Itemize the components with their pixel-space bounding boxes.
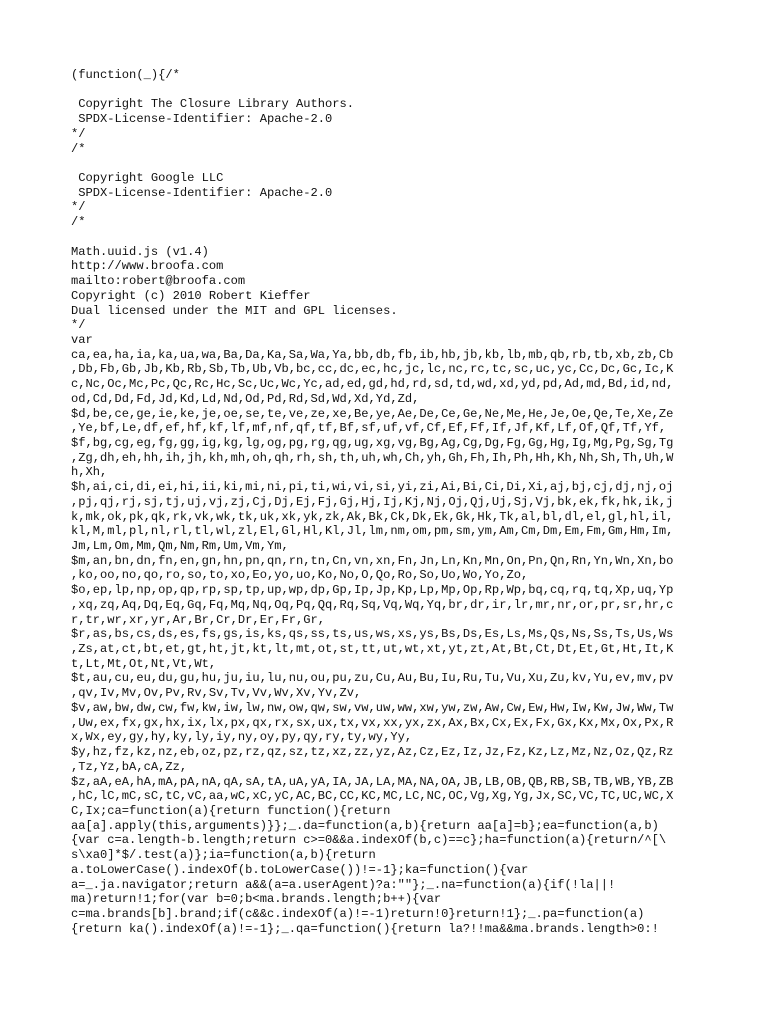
code-line: h,Xh, [71, 465, 108, 480]
code-line: Copyright (c) 2010 Robert Kieffer [71, 288, 311, 303]
code-line: r,tr,wr,xr,yr,Ar,Br,Cr,Dr,Er,Fr,Gr, [71, 612, 326, 627]
code-line: ca,ea,ha,ia,ka,ua,wa,Ba,Da,Ka,Sa,Wa,Ya,bb,db,fb,ib,hb,jb,kb,lb,mb,qb,rb,tb,xb,zb,Cb [71, 347, 674, 362]
code-line: s\xa0]*$/.test(a)};ia=function(a,b){return [71, 848, 376, 863]
code-line: Dual licensed under the MIT and GPL licenses. [71, 303, 398, 318]
code-line: /* [71, 215, 86, 230]
code-line: ,xq,zq,Aq,Dq,Eq,Gq,Fq,Mq,Nq,Oq,Pq,Qq,Rq,Sq,Vq,Wq,Yq,br,dr,ir,lr,mr,nr,or,pr,sr,hr,c [71, 597, 674, 612]
code-line: ,Zg,dh,eh,hh,ih,jh,kh,mh,oh,qh,rh,sh,th,uh,wh,Ch,yh,Gh,Fh,Ih,Ph,Hh,Kh,Nh,Sh,Th,Uh,W [71, 450, 674, 465]
code-line: Copyright Google LLC [71, 171, 224, 186]
code-line: $t,au,cu,eu,du,gu,hu,ju,iu,lu,nu,ou,pu,zu,Cu,Au,Bu,Iu,Ru,Tu,Vu,Xu,Zu,kv,Yu,ev,mv,pv [71, 671, 674, 686]
code-line: SPDX-License-Identifier: Apache-2.0 [71, 185, 333, 200]
code-line: {return ka().indexOf(a)!=-1};_.qa=function(){return la?!!ma&&ma.brands.length>0:! [71, 921, 659, 936]
code-line: $y,hz,fz,kz,nz,eb,oz,pz,rz,qz,sz,tz,xz,zz,yz,Az,Cz,Ez,Iz,Jz,Fz,Kz,Lz,Mz,Nz,Oz,Qz,Rz [71, 745, 674, 760]
code-line: od,Cd,Dd,Fd,Jd,Kd,Ld,Nd,Od,Pd,Rd,Sd,Wd,Xd,Yd,Zd, [71, 391, 420, 406]
code-line: $h,ai,ci,di,ei,hi,ii,ki,mi,ni,pi,ti,wi,vi,si,yi,zi,Ai,Bi,Ci,Di,Xi,aj,bj,cj,dj,nj,oj [71, 480, 674, 495]
code-line: t,Lt,Mt,Ot,Nt,Vt,Wt, [71, 656, 217, 671]
code-line: a=_.ja.navigator;return a&&(a=a.userAgent)?a:""};_.na=function(a){if(!la||! [71, 877, 616, 892]
code-line: var [71, 332, 93, 347]
code-line: ,ko,oo,no,qo,ro,so,to,xo,Eo,yo,uo,Ko,No,O,Qo,Ro,So,Uo,Wo,Yo,Zo, [71, 568, 529, 583]
code-listing [71, 68, 701, 936]
code-line: Jm,Lm,Om,Mm,Qm,Nm,Rm,Um,Vm,Ym, [71, 539, 289, 553]
code-line: ,Uw,ex,fx,gx,hx,ix,lx,px,qx,rx,sx,ux,tx,vx,xx,yx,zx,Ax,Bx,Cx,Ex,Fx,Gx,Kx,Mx,Ox,Px,R [71, 715, 674, 730]
code-line: $z,aA,eA,hA,mA,pA,nA,qA,sA,tA,uA,yA,IA,JA,LA,MA,NA,OA,JB,LB,OB,QB,RB,SB,TB,WB,YB,ZB [71, 774, 674, 789]
code-line: a.toLowerCase().indexOf(b.toLowerCase())!=-1};ka=function(){var [71, 862, 529, 877]
code-line: $d,be,ce,ge,ie,ke,je,oe,se,te,ve,ze,xe,Be,ye,Ae,De,Ce,Ge,Ne,Me,He,Je,Oe,Qe,Te,Xe,Ze [71, 406, 674, 421]
code-line: $o,ep,lp,np,op,qp,rp,sp,tp,up,wp,dp,Gp,Ip,Jp,Kp,Lp,Mp,Op,Rp,Wp,bq,cq,rq,tq,Xp,uq,Yp [71, 583, 674, 598]
code-line: aa[a].apply(this,arguments)}};_.da=function(a,b){return aa[a]=b};ea=function(a,b) [71, 818, 659, 833]
code-line: x,Wx,ey,gy,hy,ky,ly,iy,ny,oy,py,qy,ry,ty,wy,Yy, [71, 730, 413, 745]
code-line: ,pj,qj,rj,sj,tj,uj,vj,zj,Cj,Dj,Ej,Fj,Gj,Hj,Ij,Kj,Nj,Oj,Qj,Uj,Sj,Vj,bk,ek,fk,hk,ik,j [71, 494, 674, 509]
code-line: (function(_){/* [71, 68, 180, 82]
code-line: $r,as,bs,cs,ds,es,fs,gs,is,ks,qs,ss,ts,us,ws,xs,ys,Bs,Ds,Es,Ls,Ms,Qs,Ns,Ss,Ts,Us,Ws [71, 627, 674, 642]
code-line: */ [71, 126, 86, 141]
code-line: ,Zs,at,ct,bt,et,gt,ht,jt,kt,lt,mt,ot,st,tt,ut,wt,xt,yt,zt,At,Bt,Ct,Dt,Et,Gt,Ht,It,K [71, 642, 674, 657]
code-line: Copyright The Closure Library Authors. [71, 97, 355, 112]
code-line: SPDX-License-Identifier: Apache-2.0 [71, 112, 333, 127]
code-line: c=ma.brands[b].brand;if(c&&c.indexOf(a)!=-1)return!0}return!1};_.pa=function(a) [71, 906, 645, 921]
code-line: ma)return!1;for(var b=0;b<ma.brands.length;b++){var [71, 892, 442, 907]
code-line: */ [71, 200, 86, 215]
code-line: $m,an,bn,dn,fn,en,gn,hn,pn,qn,rn,tn,Cn,vn,xn,Fn,Jn,Ln,Kn,Mn,On,Pn,Qn,Rn,Yn,Wn,Xn,bo [71, 553, 674, 568]
code-line: ,hC,lC,mC,sC,tC,vC,aa,wC,xC,yC,AC,BC,CC,KC,MC,LC,NC,OC,Vg,Xg,Yg,Jx,SC,VC,TC,UC,WC,X [71, 789, 674, 804]
code-line: ,Db,Fb,Gb,Jb,Kb,Rb,Sb,Tb,Ub,Vb,bc,cc,dc,ec,hc,jc,lc,nc,rc,tc,sc,uc,yc,Cc,Dc,Gc,Ic,K [71, 362, 674, 377]
code-line: ,qv,Iv,Mv,Ov,Pv,Rv,Sv,Tv,Vv,Wv,Xv,Yv,Zv, [71, 686, 362, 701]
code-line: */ [71, 318, 86, 333]
code-line: /* [71, 141, 86, 156]
code-line: ,Ye,bf,Le,df,ef,hf,kf,lf,mf,nf,qf,tf,Bf,sf,uf,vf,Cf,Ef,Ff,If,Jf,Kf,Lf,Of,Qf,Tf,Yf, [71, 421, 667, 436]
code-line: $f,bg,cg,eg,fg,gg,ig,kg,lg,og,pg,rg,qg,ug,xg,vg,Bg,Ag,Cg,Dg,Fg,Gg,Hg,Ig,Mg,Pg,Sg,Tg [71, 435, 674, 450]
code-line: {var c=a.length-b.length;return c>=0&&a.indexOf(b,c)==c};ha=function(a){return/^[\ [71, 833, 667, 848]
code-line: ,Tz,Yz,bA,cA,Zz, [71, 759, 188, 774]
code-line: k,mk,ok,pk,qk,rk,vk,wk,tk,uk,xk,yk,zk,Ak,Bk,Ck,Dk,Ek,Gk,Hk,Tk,al,bl,dl,el,gl,hl,il, [71, 509, 674, 524]
code-line: kl,M,ml,pl,nl,rl,tl,wl,zl,El,Gl,Hl,Kl,Jl,lm,nm,om,pm,sm,ym,Am,Cm,Dm,Em,Fm,Gm,Hm,Im, [71, 524, 674, 539]
code-line: http://www.broofa.com [71, 259, 224, 274]
code-line: mailto:robert@broofa.com [71, 274, 246, 289]
code-line: $v,aw,bw,dw,cw,fw,kw,iw,lw,nw,ow,qw,sw,vw,uw,ww,xw,yw,zw,Aw,Cw,Ew,Hw,Iw,Kw,Jw,Ww,Tw [71, 700, 674, 715]
code-line: Math.uuid.js (v1.4) [71, 244, 209, 259]
code-line: c,Nc,Oc,Mc,Pc,Qc,Rc,Hc,Sc,Uc,Wc,Yc,ad,ed,gd,hd,rd,sd,td,wd,xd,yd,pd,Ad,md,Bd,id,nd, [71, 377, 674, 392]
code-line: C,Ix;ca=function(a){return function(){return [71, 803, 391, 818]
